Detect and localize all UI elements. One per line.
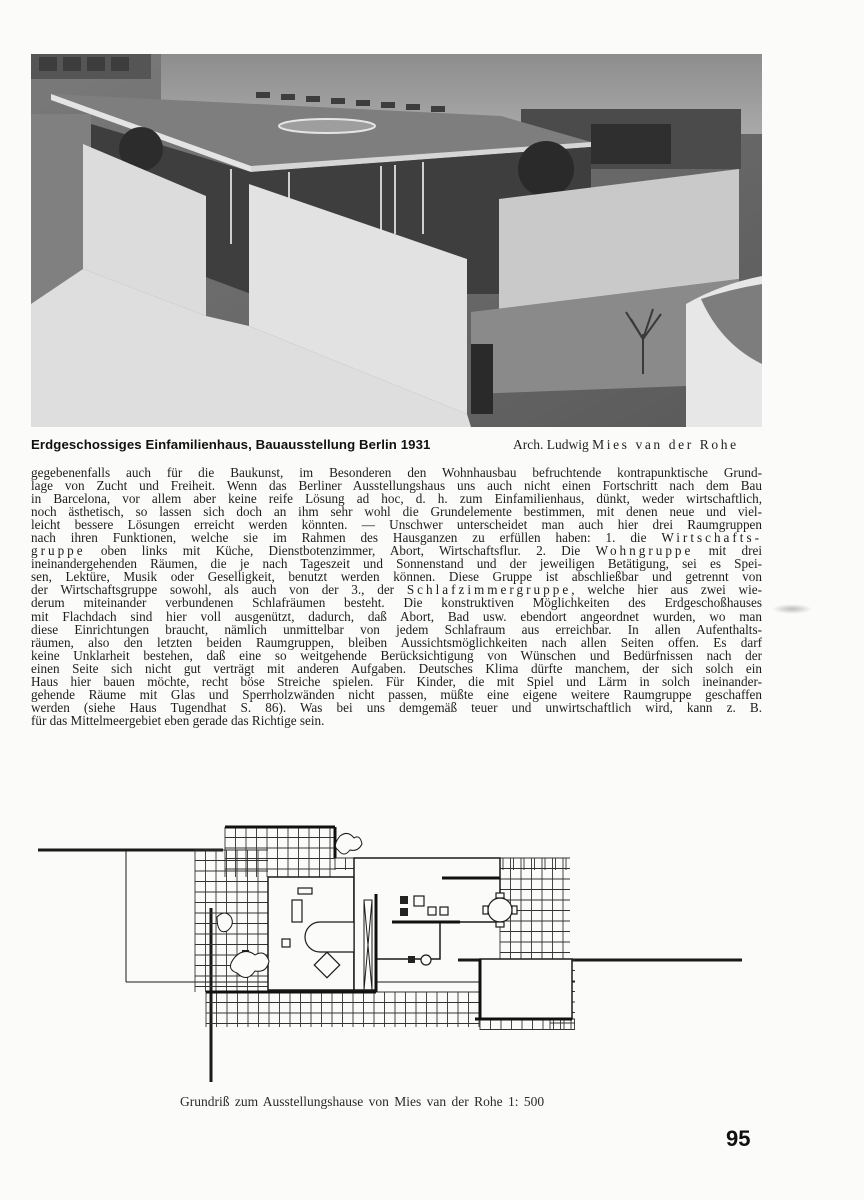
floor-plan-drawing	[30, 822, 750, 1082]
architect-prefix: Arch. Ludwig	[513, 437, 589, 452]
paper-smudge	[772, 604, 812, 614]
page-number: 95	[726, 1126, 751, 1151]
text-run: derum miteinander verbundenen Schlafräumen besteht. Die konstruktiven Möglichkeiten des Erdgeschoßhauses	[31, 595, 762, 611]
text-run: noch ästhetisch, so lassen sich doch an ihm sehr wohl die Grundelemente bestimmen, mit denen neue und viel-	[31, 504, 762, 520]
article-body-text	[31, 466, 762, 727]
floor-plan	[30, 822, 750, 1082]
text-run: gegebenenfalls auch für die Baukunst, im Besonderen den Wohnhausbau befruchtende kontrapunktische Grund-	[31, 465, 762, 480]
text-run: in Barcelona, vor allem aber keine reife Lösung ad hoc, d. h. zum Einfamilienhaus, dünkt, weder wirtschaftlich,	[31, 491, 762, 507]
text-run: diese Einrichtungen braucht, nämlich unmittelbar von jedem Schlafraum aus erreichbar. In allen Aufenthalts-	[31, 621, 762, 637]
photo-caption-architect	[513, 437, 739, 453]
text-run: keine Unklarheit bestehen, daß eine so weitgehende Berücksichtigung von Wünschen und Bedürfnissen nach der	[31, 647, 762, 663]
text-run: Haus hier bauen möchte, recht böse Streiche spielen. Für Kinder, die mit Spiel und Lärm in solch ineinander-	[31, 673, 762, 689]
text-run: ineinandergehenden Räumen, die je nach Tageszeit und Sonnenstand und der jeweiligen Betätigung, sei es Spei-	[31, 556, 762, 572]
text-run: der Wirtschaftsgruppe sowohl, als auch von der 3., der	[31, 582, 407, 598]
text-run: , welche hier aus zwei wie-	[571, 582, 762, 598]
text-run: sen, Lektüre, Musik oder Geselligkeit, benutzt werden können. Diese Gruppe ist abschließbar und getrennt von	[31, 569, 762, 585]
text-run: für das Mittelmeergebiet eben gerade das Richtige sein.	[31, 712, 325, 728]
model-photograph-drawing	[31, 54, 762, 427]
text-run: räumen, also den letzten beiden Raumgruppen, bleiben Aussichtsmöglichkeiten nach allen Seiten offen. Es darf	[31, 634, 762, 650]
text-run: mit drei	[693, 543, 762, 559]
emphasized-term: gruppe	[31, 543, 86, 559]
text-run: oben links mit Küche, Dienstbotenzimmer, Abort, Wirtschaftsflur. 2. Die	[85, 543, 596, 559]
text-run: leicht bessere Lösungen erreicht werden könnten. — Unschwer unterscheidet man auch hier drei Raumgruppen	[31, 517, 762, 533]
text-run: gehende Räume mit Glas und Sperrholzwänden nicht passen, müßte eine eigene weitere Raumgruppe geschaffen	[31, 686, 762, 702]
architect-name: Mies van der Rohe	[592, 437, 739, 452]
text-run: werden (siehe Haus Tugendhat S. 86). Was bei uns demgemäß teuer und unwirtschaftlich wird, kann z. B.	[31, 699, 762, 715]
photo-caption-title: Erdgeschossiges Einfamilienhaus, Bauausstellung Berlin 1931	[31, 437, 431, 452]
emphasized-term: Wirtschafts-	[661, 530, 762, 546]
text-run: einen Seite sich nicht gut verträgt mit anderen Aufgaben. Deutsches Klima dürfte manchem, der sich solch ein	[31, 660, 762, 676]
body-text-line	[31, 714, 762, 727]
model-photograph	[31, 54, 762, 427]
emphasized-term: Schlafzimmergruppe	[406, 582, 572, 598]
text-run: nach ihren Funktionen, welche sie im Rahmen des Hausganzen zu erfüllen haben: 1. die	[31, 530, 662, 546]
emphasized-term: Wohngruppe	[595, 543, 694, 559]
text-run: lage von Zucht und Freiheit. Wenn das Berliner Ausstellungshaus uns auch nicht einen Fortschritt nach dem Bau	[31, 478, 762, 494]
floor-plan-caption: Grundriß zum Ausstellungshause von Mies van der Rohe 1: 500	[180, 1094, 545, 1109]
text-run: mit Flachdach sind hier voll ausgenützt, dadurch, daß Abort, Bad usw. ebendort angeordnet wurden, wo man	[31, 608, 762, 624]
